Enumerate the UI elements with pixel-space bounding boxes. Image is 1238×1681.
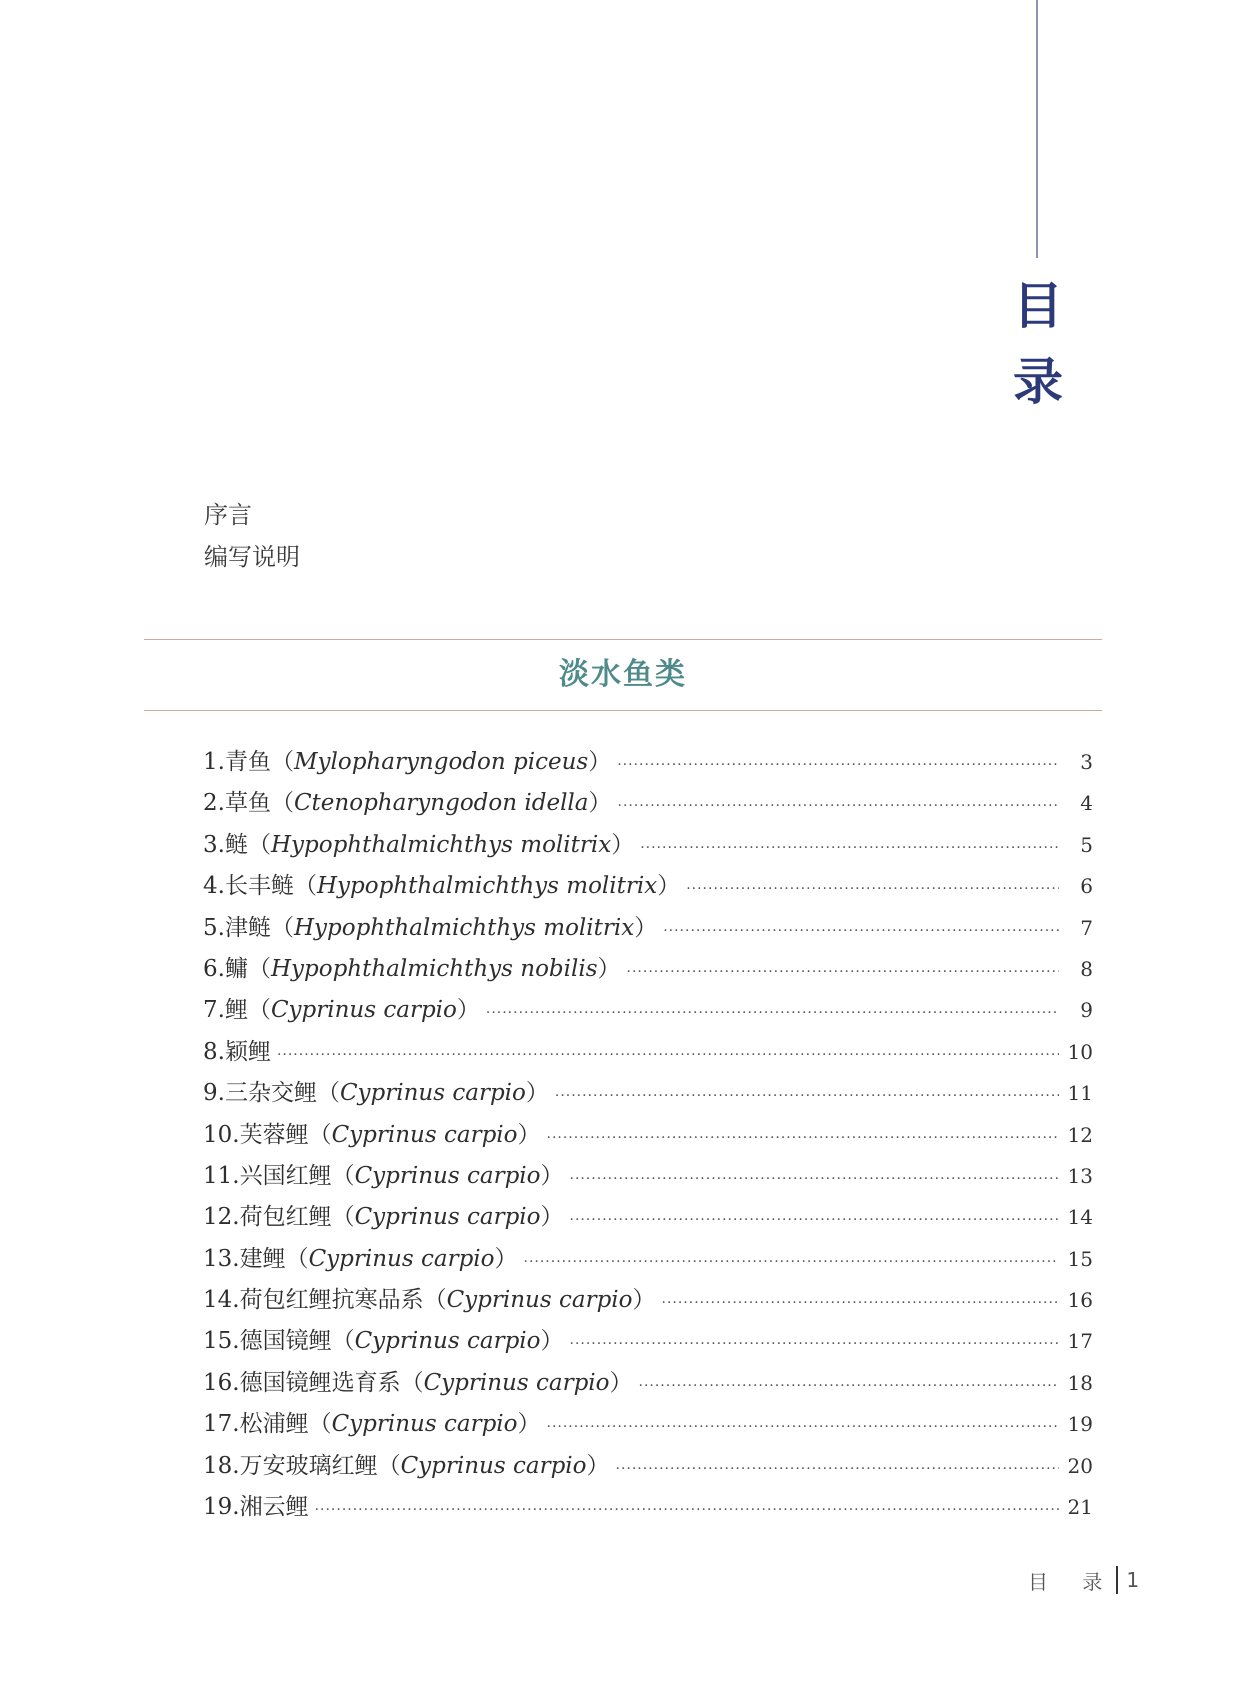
entry-paren-close: ） <box>588 749 612 775</box>
toc-entry-list <box>203 742 1093 1528</box>
entry-name: 荷包红鲤 <box>239 1204 332 1231</box>
toc-entry[interactable] <box>203 990 1093 1031</box>
toc-entry[interactable] <box>203 783 1093 824</box>
footer-label: 目 录 <box>1028 1569 1117 1594</box>
toc-entry[interactable] <box>203 1487 1093 1528</box>
entry-number: 8. <box>203 1038 225 1065</box>
entry-latin-name: Hypophthalmichthys nobilis <box>270 955 598 982</box>
toc-entry[interactable] <box>203 1446 1093 1487</box>
entry-paren-open: （ <box>247 997 271 1024</box>
entry-paren-close: ） <box>597 955 621 982</box>
entry-scientific-name <box>332 1156 564 1197</box>
entry-name: 鲢 <box>224 831 248 858</box>
entry-latin-name: Mylopharyngodon piceus <box>293 749 589 775</box>
entry-scientific-name <box>248 949 621 990</box>
entry-scientific-name <box>286 1239 518 1280</box>
entry-number: 13. <box>203 1245 240 1272</box>
entry-paren-close: ） <box>517 1411 541 1438</box>
entry-page-number: 11 <box>1067 1081 1093 1106</box>
page-footer <box>1028 1564 1139 1596</box>
entry-number: 2. <box>203 790 225 817</box>
entry-paren-open: （ <box>270 749 294 775</box>
entry-paren-open: （ <box>270 914 294 941</box>
entry-latin-name: Cyprinus carpio <box>354 1328 541 1355</box>
entry-page-number: 20 <box>1067 1453 1093 1478</box>
entry-paren-open: （ <box>308 1121 332 1148</box>
entry-name: 建鲤 <box>239 1245 286 1272</box>
entry-page-number: 5 <box>1080 832 1093 857</box>
entry-name: 鲤 <box>224 997 248 1024</box>
page-title-char-1: 目 <box>1013 277 1063 335</box>
entry-paren-close: ） <box>494 1245 518 1272</box>
entry-number: 15. <box>203 1328 240 1355</box>
section-divider-bottom <box>144 710 1102 711</box>
entry-dot-leader <box>277 1035 1059 1076</box>
entry-page-number: 6 <box>1080 874 1093 899</box>
entry-name: 万安玻璃红鲤 <box>239 1452 378 1479</box>
entry-number: 9. <box>203 1080 225 1107</box>
entry-paren-close: ） <box>632 1287 656 1314</box>
entry-paren-open: （ <box>308 1411 332 1438</box>
entry-number: 16. <box>203 1369 240 1396</box>
toc-entry[interactable] <box>203 1073 1093 1114</box>
entry-dot-leader <box>662 1283 1060 1324</box>
entry-paren-close: ） <box>540 1162 564 1189</box>
entry-page-number: 15 <box>1067 1246 1093 1271</box>
front-matter-compilation-notes[interactable]: 编写说明 <box>204 543 300 571</box>
entry-paren-close: ） <box>634 914 658 941</box>
toc-entry[interactable] <box>203 1321 1093 1362</box>
entry-paren-close: ） <box>609 1369 633 1396</box>
entry-latin-name: Cyprinus carpio <box>354 1204 541 1231</box>
entry-page-number: 21 <box>1067 1495 1093 1520</box>
title-vertical-rule <box>1036 0 1038 258</box>
entry-latin-name: Hypophthalmichthys molitrix <box>270 831 612 858</box>
entry-latin-name: Cyprinus carpio <box>446 1287 633 1314</box>
entry-dot-leader <box>618 786 1060 827</box>
entry-scientific-name <box>317 1073 549 1114</box>
entry-paren-open: （ <box>400 1369 424 1396</box>
section-divider-top <box>144 639 1102 640</box>
entry-number: 5. <box>203 914 225 941</box>
entry-paren-open: （ <box>377 1452 401 1479</box>
entry-scientific-name <box>271 783 612 824</box>
entry-paren-open: （ <box>247 955 271 982</box>
entry-number: 11. <box>203 1162 240 1189</box>
entry-paren-open: （ <box>331 1162 355 1189</box>
entry-latin-name: Cyprinus carpio <box>354 1162 541 1189</box>
entry-dot-leader <box>315 1490 1059 1531</box>
entry-paren-close: ） <box>611 831 635 858</box>
entry-page-number: 19 <box>1067 1412 1093 1437</box>
entry-latin-name: Hypophthalmichthys molitrix <box>293 914 635 941</box>
entry-paren-close: ） <box>525 1080 549 1107</box>
entry-name: 青鱼 <box>224 749 271 775</box>
entry-number: 14. <box>203 1287 240 1314</box>
footer-separator <box>1116 1566 1118 1594</box>
entry-paren-close: ） <box>588 790 612 817</box>
entry-scientific-name <box>332 1321 564 1362</box>
entry-number: 10. <box>203 1121 240 1148</box>
entry-scientific-name <box>271 742 611 783</box>
toc-entry[interactable] <box>203 866 1093 907</box>
entry-name: 颖鲤 <box>224 1038 271 1065</box>
entry-latin-name: Cyprinus carpio <box>308 1245 495 1272</box>
entry-name: 芙蓉鲤 <box>239 1121 309 1148</box>
entry-dot-leader <box>627 952 1059 993</box>
entry-name: 鳙 <box>224 955 248 982</box>
entry-scientific-name <box>309 1404 541 1445</box>
entry-number: 3. <box>203 831 225 858</box>
entry-page-number: 14 <box>1067 1205 1093 1230</box>
entry-latin-name: Cyprinus carpio <box>331 1411 518 1438</box>
entry-dot-leader <box>570 1324 1060 1365</box>
entry-scientific-name <box>332 1197 564 1238</box>
entry-name: 兴国红鲤 <box>239 1162 332 1189</box>
entry-page-number: 9 <box>1080 998 1093 1023</box>
entry-scientific-name <box>378 1446 610 1487</box>
entry-dot-leader <box>640 828 1059 869</box>
entry-scientific-name <box>294 866 680 907</box>
toc-entry[interactable] <box>203 1239 1093 1280</box>
toc-entry[interactable] <box>203 1197 1093 1238</box>
entry-page-number: 8 <box>1080 956 1093 981</box>
entry-dot-leader <box>616 1449 1060 1490</box>
entry-dot-leader <box>547 1407 1060 1448</box>
entry-latin-name: Cyprinus carpio <box>331 1121 518 1148</box>
front-matter-preface[interactable]: 序言 <box>204 501 252 529</box>
toc-entry[interactable] <box>203 908 1093 949</box>
entry-latin-name: Cyprinus carpio <box>400 1452 587 1479</box>
entry-paren-close: ） <box>517 1121 541 1148</box>
entry-page-number: 18 <box>1067 1370 1093 1395</box>
entry-name: 德国镜鲤 <box>239 1328 332 1355</box>
entry-number: 18. <box>203 1452 240 1479</box>
entry-paren-open: （ <box>293 873 317 900</box>
front-matter-list <box>204 494 300 578</box>
entry-scientific-name <box>248 825 634 866</box>
entry-name: 松浦鲤 <box>239 1411 309 1438</box>
toc-entry[interactable] <box>203 825 1093 866</box>
entry-paren-close: ） <box>657 873 681 900</box>
section-heading: 淡水鱼类 <box>559 657 687 692</box>
entry-name: 荷包红鲤抗寒品系 <box>239 1287 424 1314</box>
entry-page-number: 4 <box>1080 791 1093 816</box>
entry-scientific-name <box>309 1115 541 1156</box>
toc-entry[interactable] <box>203 949 1093 990</box>
entry-dot-leader <box>547 1118 1060 1159</box>
entry-dot-leader <box>524 1242 1060 1283</box>
entry-paren-close: ） <box>540 1204 564 1231</box>
entry-scientific-name <box>248 990 480 1031</box>
entry-dot-leader <box>663 911 1059 952</box>
entry-latin-name: Cyprinus carpio <box>339 1080 526 1107</box>
page-title <box>1006 268 1070 420</box>
entry-paren-open: （ <box>331 1328 355 1355</box>
toc-entry[interactable] <box>203 1032 1093 1073</box>
entry-dot-leader <box>570 1200 1060 1241</box>
entry-page-number: 10 <box>1067 1039 1093 1064</box>
entry-number: 17. <box>203 1411 240 1438</box>
entry-page-number: 13 <box>1067 1163 1093 1188</box>
entry-page-number: 3 <box>1080 750 1093 774</box>
entry-paren-open: （ <box>270 790 294 817</box>
entry-scientific-name <box>401 1363 633 1404</box>
entry-latin-name: Cyprinus carpio <box>423 1369 610 1396</box>
entry-name: 德国镜鲤选育系 <box>239 1369 401 1396</box>
entry-scientific-name <box>271 908 657 949</box>
entry-page-number: 12 <box>1067 1122 1093 1147</box>
entry-dot-leader <box>617 745 1059 786</box>
entry-page-number: 7 <box>1080 915 1093 940</box>
entry-paren-close: ） <box>586 1452 610 1479</box>
entry-number: 6. <box>203 955 225 982</box>
entry-paren-open: （ <box>247 831 271 858</box>
toc-entry[interactable] <box>203 1363 1093 1404</box>
toc-entry[interactable] <box>203 1156 1093 1197</box>
entry-dot-leader <box>486 993 1059 1034</box>
entry-number: 7. <box>203 997 225 1024</box>
entry-dot-leader <box>686 869 1059 910</box>
entry-number: 19. <box>203 1494 240 1521</box>
entry-name: 长丰鲢 <box>224 873 294 900</box>
entry-latin-name: Cyprinus carpio <box>270 997 457 1024</box>
entry-dot-leader <box>639 1366 1060 1407</box>
entry-name: 草鱼 <box>224 790 271 817</box>
entry-paren-open: （ <box>316 1080 340 1107</box>
toc-entry[interactable] <box>203 1404 1093 1445</box>
entry-number: 12. <box>203 1204 240 1231</box>
entry-scientific-name <box>424 1280 656 1321</box>
entry-paren-open: （ <box>331 1204 355 1231</box>
entry-paren-open: （ <box>285 1245 309 1272</box>
entry-number: 1. <box>203 749 225 775</box>
entry-latin-name: Hypophthalmichthys molitrix <box>316 873 658 900</box>
page-title-char-2: 录 <box>1013 353 1063 411</box>
entry-name: 津鲢 <box>224 914 271 941</box>
entry-paren-close: ） <box>456 997 480 1024</box>
toc-entry[interactable] <box>203 742 1093 783</box>
entry-latin-name: Ctenopharyngodon idella <box>293 790 589 817</box>
toc-entry[interactable] <box>203 1115 1093 1156</box>
entry-number: 4. <box>203 873 225 900</box>
footer-page-number: 1 <box>1126 1568 1140 1592</box>
entry-name: 三杂交鲤 <box>224 1080 317 1107</box>
entry-page-number: 16 <box>1067 1288 1093 1313</box>
entry-name: 湘云鲤 <box>239 1494 309 1521</box>
entry-dot-leader <box>555 1076 1059 1117</box>
entry-page-number: 17 <box>1067 1329 1093 1354</box>
entry-dot-leader <box>570 1159 1060 1200</box>
entry-paren-open: （ <box>423 1287 447 1314</box>
toc-entry[interactable] <box>203 1280 1093 1321</box>
entry-paren-close: ） <box>540 1328 564 1355</box>
